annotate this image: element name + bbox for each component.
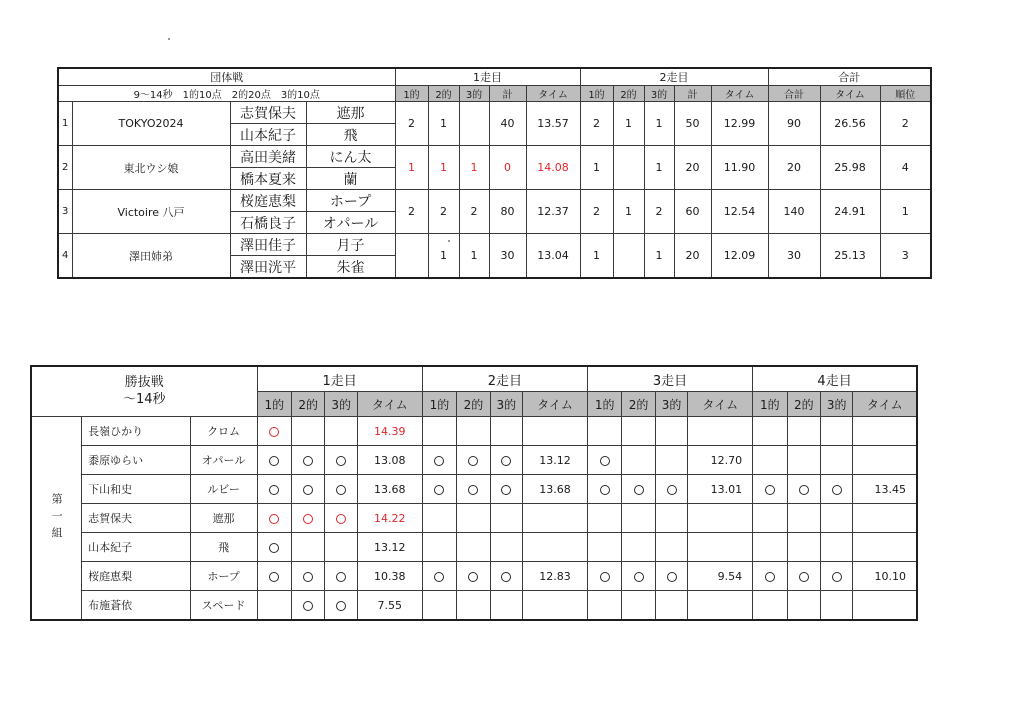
horse-name: 飛: [190, 533, 257, 562]
knockout-title-line1: 勝抜戦: [124, 374, 164, 390]
sub-header-sum: 計: [674, 86, 711, 102]
run2-time: 12.09: [711, 234, 768, 279]
run2-target3: 1: [644, 146, 674, 190]
team-member-horse: オパール: [306, 212, 395, 234]
run2-target1: [422, 475, 456, 504]
rank: 2: [880, 102, 931, 146]
sub-header-3rd: 3的: [644, 86, 674, 102]
team-name: Victoire 八戸: [72, 190, 230, 234]
total-points: 20: [768, 146, 820, 190]
rider-name: 下山和史: [82, 475, 190, 504]
run1-target1: 1: [395, 146, 428, 190]
hit-circle-icon: [501, 485, 511, 495]
team-name: 澤田姉弟: [72, 234, 230, 279]
team-member-rider: 山本紀子: [230, 124, 306, 146]
run2-sum: 50: [674, 102, 711, 146]
hit-circle-icon: [303, 485, 313, 495]
hit-circle-icon: [667, 572, 677, 582]
run4-target3: [821, 533, 853, 562]
run3-target1: [587, 417, 621, 446]
run1-target1: [257, 562, 291, 591]
rider-name: 志賀保夫: [82, 504, 190, 533]
hit-circle-icon: [434, 485, 444, 495]
run1-time: 10.38: [357, 562, 422, 591]
hit-circle-icon: [501, 572, 511, 582]
sub-header-time: タイム: [820, 86, 880, 102]
run4-time: [853, 533, 917, 562]
run4-target2: [787, 475, 820, 504]
run1-target3: [325, 446, 357, 475]
team-member-horse: 月子: [306, 234, 395, 256]
sub-header-total: 合計: [768, 86, 820, 102]
run3-time: 12.70: [688, 446, 753, 475]
run4-target2: [787, 446, 820, 475]
run2-target3: [490, 446, 522, 475]
hit-circle-icon: [336, 485, 346, 495]
sub-header-2nd: 2的: [428, 86, 459, 102]
sub-header-time: タイム: [853, 392, 917, 417]
ko-run4-header: 4走目: [753, 366, 917, 392]
run1-target3: [325, 504, 357, 533]
run1-target3: 1: [459, 234, 489, 279]
run3-target3: [655, 417, 687, 446]
run3-target3: [655, 562, 687, 591]
run3-target2: [622, 417, 655, 446]
run4-target1: [753, 446, 787, 475]
hit-circle-icon: [434, 456, 444, 466]
hit-circle-icon: [269, 456, 279, 466]
run3-time: [688, 504, 753, 533]
run2-target1: 2: [580, 102, 613, 146]
total-time: 24.91: [820, 190, 880, 234]
ko-run2-header: 2走目: [422, 366, 587, 392]
run4-time: [853, 504, 917, 533]
run2-target3: [490, 533, 522, 562]
team-member-rider: 高田美緒: [230, 146, 306, 168]
run1-target2: [291, 446, 324, 475]
run2-target3: 2: [644, 190, 674, 234]
knockout-row: [31, 504, 917, 533]
run2-target2: [457, 533, 490, 562]
hit-circle-icon: [303, 572, 313, 582]
run1-sum: 30: [489, 234, 526, 279]
group-label: [31, 417, 82, 621]
team-member-rider: 澤田洸平: [230, 256, 306, 279]
run1-target3: 2: [459, 190, 489, 234]
total-points: 90: [768, 102, 820, 146]
team-member-rider: 石橋良子: [230, 212, 306, 234]
run4-target2: [787, 562, 820, 591]
run1-target3: [325, 591, 357, 621]
run2-target1: [422, 417, 456, 446]
run3-target1: [587, 533, 621, 562]
team-member-horse: 蘭: [306, 168, 395, 190]
run1-target3: [459, 102, 489, 146]
run1-time: 13.08: [357, 446, 422, 475]
run2-target2: 1: [613, 190, 644, 234]
run3-time: [688, 417, 753, 446]
run1-time: 14.22: [357, 504, 422, 533]
hit-circle-icon: [501, 456, 511, 466]
run1-target2: 1: [428, 102, 459, 146]
hit-circle-icon: [434, 572, 444, 582]
team-member-rider: 志賀保夫: [230, 102, 306, 124]
total-points: 140: [768, 190, 820, 234]
run1-time: 14.39: [357, 417, 422, 446]
sub-header-rank: 順位: [880, 86, 931, 102]
sub-header-2nd: 2的: [613, 86, 644, 102]
run2-target2: [457, 591, 490, 621]
rank: 4: [880, 146, 931, 190]
run4-target2: [787, 591, 820, 621]
run2-time: 13.12: [523, 446, 588, 475]
rider-name: 布施蒼依: [82, 591, 190, 621]
run3-target2: [622, 475, 655, 504]
sub-header-3rd: 3的: [459, 86, 489, 102]
scan-speck: [448, 240, 450, 242]
run1-time: 7.55: [357, 591, 422, 621]
run2-target3: [490, 591, 522, 621]
run4-target3: [821, 562, 853, 591]
scan-speck: [168, 38, 170, 40]
run2-time: 12.99: [711, 102, 768, 146]
run2-target3: [490, 562, 522, 591]
run3-time: 9.54: [688, 562, 753, 591]
run2-target2: [613, 234, 644, 279]
hit-circle-icon: [600, 456, 610, 466]
knockout-row: [31, 417, 917, 446]
team-member-horse: 朱雀: [306, 256, 395, 279]
run1-time: 14.08: [526, 146, 580, 190]
run2-time: [523, 417, 588, 446]
ko-run3-header: 3走目: [587, 366, 752, 392]
run1-sum: 0: [489, 146, 526, 190]
run2-target1: [422, 591, 456, 621]
group-label-text: 第一組: [50, 492, 64, 544]
run4-target3: [821, 417, 853, 446]
run2-time: 11.90: [711, 146, 768, 190]
hit-circle-icon: [799, 485, 809, 495]
run2-target1: [422, 504, 456, 533]
team-row: [58, 146, 931, 168]
team-total-header: 合計: [768, 68, 931, 86]
hit-circle-icon: [336, 572, 346, 582]
total-time: 25.98: [820, 146, 880, 190]
run1-time: 13.57: [526, 102, 580, 146]
knockout-row: [31, 446, 917, 475]
team-member-rider: 桜庭恵梨: [230, 190, 306, 212]
sub-header-3rd: 3的: [655, 392, 687, 417]
run1-target2: [291, 504, 324, 533]
sub-header-time: タイム: [523, 392, 588, 417]
hit-circle-icon: [600, 572, 610, 582]
run2-time: 12.54: [711, 190, 768, 234]
hit-circle-icon: [468, 456, 478, 466]
run1-target1: [257, 504, 291, 533]
run1-target2: [291, 475, 324, 504]
rider-name: 長嶺ひかり: [82, 417, 190, 446]
hit-circle-icon: [336, 456, 346, 466]
run4-target3: [821, 475, 853, 504]
horse-name: オパール: [190, 446, 257, 475]
run3-target2: [622, 446, 655, 475]
run4-time: 10.10: [853, 562, 917, 591]
team-member-rider: 橋本夏来: [230, 168, 306, 190]
team-row: [58, 234, 931, 256]
run1-target3: [325, 475, 357, 504]
run1-target1: [257, 417, 291, 446]
run2-target1: [422, 562, 456, 591]
run2-target2: [457, 475, 490, 504]
team-row: [58, 102, 931, 124]
horse-name: 遮那: [190, 504, 257, 533]
team-member-horse: 飛: [306, 124, 395, 146]
run2-target3: [490, 504, 522, 533]
sub-header-3rd: 3的: [325, 392, 357, 417]
hit-circle-icon: [765, 572, 775, 582]
run2-target3: 1: [644, 102, 674, 146]
run3-target1: [587, 591, 621, 621]
team-member-rider: 澤田佳子: [230, 234, 306, 256]
sub-header-1st: 1的: [580, 86, 613, 102]
run4-time: [853, 446, 917, 475]
ko-run1-header: 1走目: [257, 366, 422, 392]
horse-name: スペード: [190, 591, 257, 621]
sub-header-2nd: 2的: [291, 392, 324, 417]
run2-target2: [613, 146, 644, 190]
run1-target1: 2: [395, 190, 428, 234]
hit-circle-icon: [269, 514, 279, 524]
hit-circle-icon: [765, 485, 775, 495]
run3-target3: [655, 504, 687, 533]
horse-name: ホープ: [190, 562, 257, 591]
run3-target2: [622, 591, 655, 621]
hit-circle-icon: [269, 572, 279, 582]
run1-target2: [291, 417, 324, 446]
hit-circle-icon: [600, 485, 610, 495]
run4-target2: [787, 417, 820, 446]
run4-target3: [821, 591, 853, 621]
run2-time: [523, 533, 588, 562]
run1-target1: 2: [395, 102, 428, 146]
hit-circle-icon: [269, 427, 279, 437]
run2-target1: [422, 533, 456, 562]
hit-circle-icon: [832, 572, 842, 582]
run1-target3: 1: [459, 146, 489, 190]
hit-circle-icon: [303, 601, 313, 611]
run1-target1: [395, 234, 428, 279]
run1-target3: [325, 562, 357, 591]
run3-target1: [587, 562, 621, 591]
hit-circle-icon: [336, 601, 346, 611]
total-time: 25.13: [820, 234, 880, 279]
total-time: 26.56: [820, 102, 880, 146]
sub-header-time: タイム: [357, 392, 422, 417]
run3-target3: [655, 475, 687, 504]
rider-name: 山本紀子: [82, 533, 190, 562]
sub-header-time: タイム: [526, 86, 580, 102]
team-number: 3: [58, 190, 72, 234]
run4-time: [853, 591, 917, 621]
team-member-horse: にん太: [306, 146, 395, 168]
run2-sum: 20: [674, 234, 711, 279]
run1-sum: 80: [489, 190, 526, 234]
sub-header-1st: 1的: [257, 392, 291, 417]
run1-target1: [257, 475, 291, 504]
run3-time: [688, 591, 753, 621]
knockout-title-line2: ～14秒: [122, 391, 166, 407]
run2-target2: [457, 562, 490, 591]
run2-target2: [457, 446, 490, 475]
run1-target2: 2: [428, 190, 459, 234]
run3-target1: [587, 446, 621, 475]
sub-header-1st: 1的: [422, 392, 456, 417]
run1-target1: [257, 591, 291, 621]
run4-target1: [753, 533, 787, 562]
hit-circle-icon: [634, 485, 644, 495]
total-points: 30: [768, 234, 820, 279]
run4-target1: [753, 475, 787, 504]
sub-header-1st: 1的: [395, 86, 428, 102]
knockout-row: [31, 591, 917, 621]
run1-target2: [291, 591, 324, 621]
hit-circle-icon: [468, 572, 478, 582]
run3-target2: [622, 562, 655, 591]
run4-target3: [821, 504, 853, 533]
run2-sum: 60: [674, 190, 711, 234]
team-member-horse: 遮那: [306, 102, 395, 124]
run2-target2: [457, 417, 490, 446]
run4-target1: [753, 591, 787, 621]
run1-target1: [257, 533, 291, 562]
run2-target3: [490, 475, 522, 504]
team-run2-header: 2走目: [580, 68, 768, 86]
run4-target1: [753, 562, 787, 591]
knockout-results-table: [30, 365, 918, 621]
team-row: [58, 190, 931, 212]
run1-sum: 40: [489, 102, 526, 146]
hit-circle-icon: [336, 514, 346, 524]
hit-circle-icon: [303, 456, 313, 466]
run1-time: 13.12: [357, 533, 422, 562]
team-number: 2: [58, 146, 72, 190]
run1-time: 13.68: [357, 475, 422, 504]
run4-time: [853, 417, 917, 446]
team-number: 4: [58, 234, 72, 279]
team-results-table: [57, 67, 932, 279]
run2-time: 12.83: [523, 562, 588, 591]
run1-time: 13.04: [526, 234, 580, 279]
knockout-row: [31, 562, 917, 591]
run1-target3: [325, 417, 357, 446]
sub-header-1st: 1的: [587, 392, 621, 417]
run3-target3: [655, 533, 687, 562]
run4-time: 13.45: [853, 475, 917, 504]
team-name: 東北ウシ娘: [72, 146, 230, 190]
run2-target1: 1: [580, 146, 613, 190]
sub-header-2nd: 2的: [787, 392, 820, 417]
team-name: TOKYO2024: [72, 102, 230, 146]
run3-target1: [587, 475, 621, 504]
rider-name: 桜庭恵梨: [82, 562, 190, 591]
team-number: 1: [58, 102, 72, 146]
run3-time: [688, 533, 753, 562]
hit-circle-icon: [832, 485, 842, 495]
run2-sum: 20: [674, 146, 711, 190]
sub-header-sum: 計: [489, 86, 526, 102]
team-run1-header: 1走目: [395, 68, 580, 86]
hit-circle-icon: [799, 572, 809, 582]
run2-target3: [490, 417, 522, 446]
run2-time: [523, 504, 588, 533]
horse-name: ルビー: [190, 475, 257, 504]
run1-time: 12.37: [526, 190, 580, 234]
run3-target2: [622, 533, 655, 562]
run2-target1: [422, 446, 456, 475]
hit-circle-icon: [303, 514, 313, 524]
run1-target2: 1: [428, 146, 459, 190]
knockout-title: [31, 366, 257, 417]
hit-circle-icon: [269, 485, 279, 495]
sub-header-1st: 1的: [753, 392, 787, 417]
sub-header-2nd: 2的: [622, 392, 655, 417]
horse-name: クロム: [190, 417, 257, 446]
hit-circle-icon: [468, 485, 478, 495]
run1-target2: [291, 533, 324, 562]
sub-header-2nd: 2的: [457, 392, 490, 417]
run3-time: 13.01: [688, 475, 753, 504]
run4-target2: [787, 533, 820, 562]
sub-header-time: タイム: [711, 86, 768, 102]
hit-circle-icon: [667, 485, 677, 495]
run4-target2: [787, 504, 820, 533]
run2-target1: 1: [580, 234, 613, 279]
run3-target2: [622, 504, 655, 533]
hit-circle-icon: [269, 543, 279, 553]
run2-time: [523, 591, 588, 621]
run3-target3: [655, 591, 687, 621]
rider-name: 黍原ゆらい: [82, 446, 190, 475]
run4-target1: [753, 504, 787, 533]
rank: 3: [880, 234, 931, 279]
team-member-horse: ホープ: [306, 190, 395, 212]
run3-target3: [655, 446, 687, 475]
run3-target1: [587, 504, 621, 533]
run2-target2: 1: [613, 102, 644, 146]
hit-circle-icon: [634, 572, 644, 582]
run1-target1: [257, 446, 291, 475]
sub-header-time: タイム: [688, 392, 753, 417]
team-subtitle: 9～14秒 1的10点 2的20点 3的10点: [58, 86, 395, 102]
knockout-row: [31, 533, 917, 562]
run2-target2: [457, 504, 490, 533]
rank: 1: [880, 190, 931, 234]
knockout-row: [31, 475, 917, 504]
run2-time: 13.68: [523, 475, 588, 504]
run2-target3: 1: [644, 234, 674, 279]
team-title: 団体戦: [58, 68, 395, 86]
sub-header-3rd: 3的: [821, 392, 853, 417]
run4-target3: [821, 446, 853, 475]
sub-header-3rd: 3的: [490, 392, 522, 417]
run2-target1: 2: [580, 190, 613, 234]
run1-target2: [291, 562, 324, 591]
run4-target1: [753, 417, 787, 446]
run1-target2: 1: [428, 234, 459, 279]
run1-target3: [325, 533, 357, 562]
